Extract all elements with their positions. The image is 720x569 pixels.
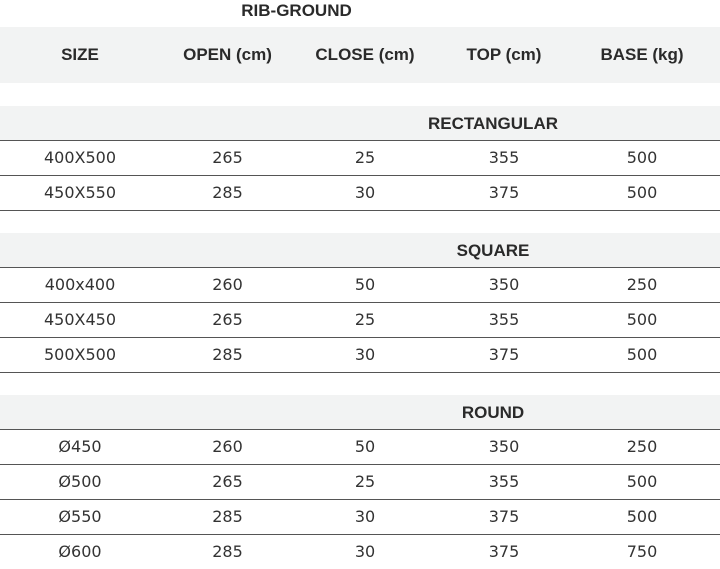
table-row (0, 465, 720, 499)
table-row (0, 338, 720, 372)
header-base: BASE (kg) (600, 45, 684, 64)
table-title: RIB-GROUND (241, 1, 352, 20)
cell-top: 355 (488, 472, 520, 491)
section-band-square (0, 233, 720, 267)
table-row (0, 176, 720, 210)
table-row (0, 430, 720, 464)
cell-base: 500 (626, 507, 658, 526)
cell-base: 500 (626, 310, 658, 329)
table-row (0, 535, 720, 569)
header-close: CLOSE (cm) (315, 45, 415, 64)
header-top: TOP (cm) (466, 45, 542, 64)
divider (0, 372, 720, 373)
table-row (0, 268, 720, 302)
cell-open: 260 (212, 275, 243, 294)
cell-top: 375 (488, 542, 520, 561)
cell-size: Ø550 (58, 507, 102, 526)
cell-open: 285 (212, 542, 243, 561)
cell-base: 250 (626, 275, 658, 294)
cell-open: 285 (212, 183, 243, 202)
cell-open: 260 (212, 437, 243, 456)
cell-size: 450X550 (43, 183, 117, 202)
section-title-rectangular: RECTANGULAR (427, 114, 558, 133)
cell-open: 285 (212, 507, 243, 526)
section-band-rectangular (0, 106, 720, 140)
cell-top: 375 (488, 345, 520, 364)
cell-top: 355 (488, 310, 520, 329)
cell-top: 350 (488, 275, 520, 294)
cell-close: 30 (354, 542, 376, 561)
header-open: OPEN (cm) (183, 45, 272, 64)
cell-close: 25 (354, 310, 376, 329)
section-band-round (0, 395, 720, 429)
cell-open: 265 (212, 148, 243, 167)
cell-base: 500 (626, 472, 658, 491)
cell-open: 265 (212, 310, 243, 329)
cell-close: 50 (354, 275, 376, 294)
cell-base: 500 (626, 345, 658, 364)
cell-size: 450X450 (43, 310, 117, 329)
cell-close: 30 (354, 507, 376, 526)
cell-close: 25 (354, 472, 376, 491)
table-row (0, 141, 720, 175)
cell-base: 750 (626, 542, 658, 561)
cell-size: Ø500 (58, 472, 102, 491)
cell-top: 350 (488, 437, 520, 456)
cell-size: 400x400 (44, 275, 116, 294)
cell-top: 375 (488, 507, 520, 526)
cell-base: 250 (626, 437, 658, 456)
cell-size: Ø450 (58, 437, 102, 456)
table-row (0, 303, 720, 337)
cell-close: 50 (354, 437, 376, 456)
section-title-round: ROUND (461, 403, 525, 422)
cell-open: 285 (212, 345, 243, 364)
cell-close: 30 (354, 183, 376, 202)
cell-size: Ø600 (58, 542, 102, 561)
section-title-square: SQUARE (456, 241, 530, 260)
cell-close: 25 (354, 148, 376, 167)
divider (0, 210, 720, 211)
cell-top: 375 (488, 183, 520, 202)
cell-size: 400X500 (43, 148, 117, 167)
cell-open: 265 (212, 472, 243, 491)
cell-base: 500 (626, 183, 658, 202)
table-row (0, 500, 720, 534)
cell-top: 355 (488, 148, 520, 167)
cell-size: 500X500 (43, 345, 117, 364)
header-size: SIZE (61, 45, 99, 64)
cell-base: 500 (626, 148, 658, 167)
cell-close: 30 (354, 345, 376, 364)
